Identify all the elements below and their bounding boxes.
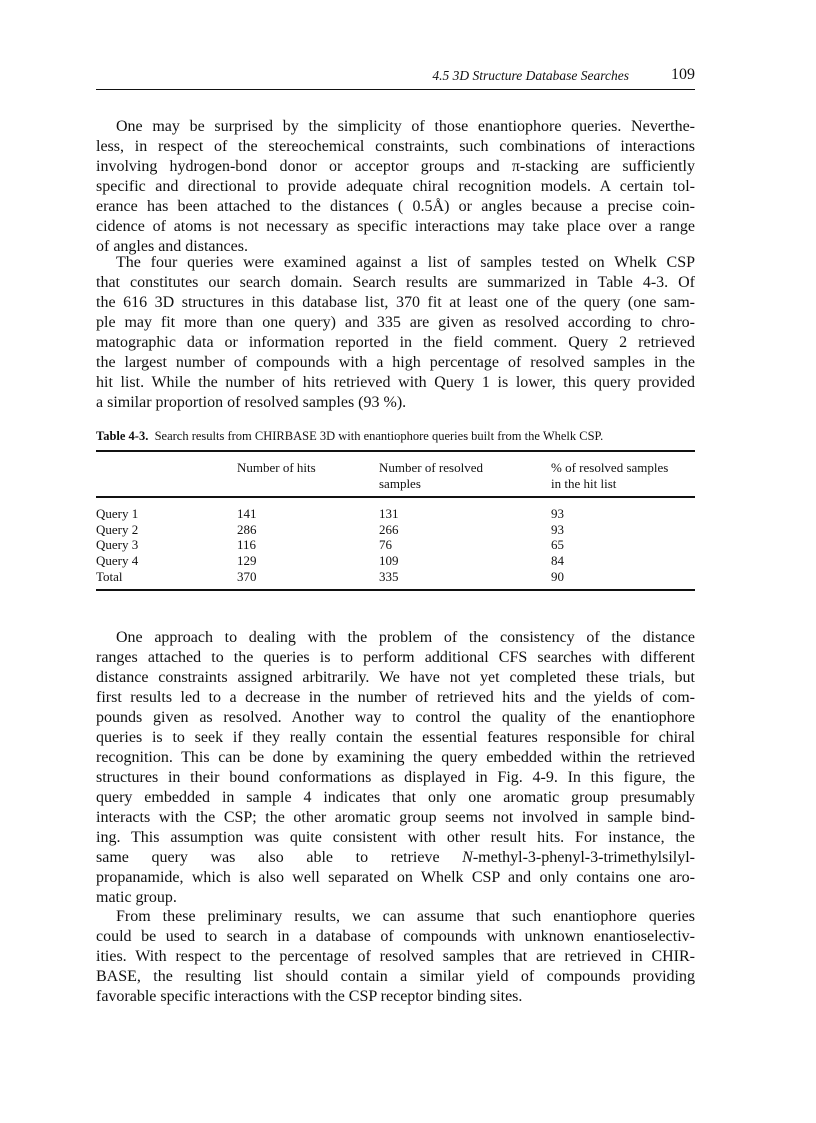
text-line: structures in their bound conformations as displayed in Fig. 4-9. In this figure, the	[96, 769, 695, 786]
table-caption-label: Table 4-3.	[96, 429, 149, 443]
text-line: queries is to seek if they really contain the essential features responsible for chiral	[96, 729, 695, 746]
table-cell: 141	[237, 506, 257, 521]
text-line: ing. This assumption was quite consistent with other result hits. For instance, the	[96, 829, 695, 846]
page-number: 109	[671, 66, 695, 83]
table-cell: 266	[379, 521, 399, 537]
text-line: One may be surprised by the simplicity of those enantiophore queries. Neverthe-	[116, 118, 695, 135]
text-line: hit list. While the number of hits retrieved with Query 1 is lower, this query provided	[96, 374, 695, 391]
text-line: distance constraints assigned arbitrarily. We have not yet completed these trials, but	[96, 669, 695, 686]
table-cell: 286	[237, 521, 257, 537]
table-cell: 76	[379, 537, 392, 553]
text-line: One approach to dealing with the problem of the consistency of the distance	[116, 629, 695, 646]
paragraph-3	[96, 628, 695, 908]
table-cell: 129	[237, 553, 257, 569]
table-bottom-rule	[96, 589, 695, 591]
text-line: interacts with the CSP; the other aromatic group seems not involved in sample bind-	[96, 809, 695, 826]
table-cell: 65	[551, 537, 564, 553]
text-line: ities. With respect to the percentage of resolved samples that are retrieved in CHIR-	[96, 948, 695, 965]
text-line: the 616 3D structures in this database list, 370 fit at least one of the query (one sam-	[96, 294, 695, 311]
table-cell: 131	[379, 506, 399, 521]
table-top-rule	[96, 450, 695, 452]
table-caption	[96, 429, 695, 444]
text-line: same query was also able to retrieve N-methyl-3-phenyl-3-trimethylsilyl-	[96, 849, 695, 866]
text-line: query embedded in sample 4 indicates that only one aromatic group presumably	[96, 789, 695, 806]
text-line: From these preliminary results, we can assume that such enantiophore queries	[116, 908, 695, 925]
text-line: a similar proportion of resolved samples (93 %).	[96, 394, 407, 411]
table-cell: 93	[551, 506, 564, 521]
table-cell: 370	[237, 568, 257, 584]
text-line: less, in respect of the stereochemical constraints, such combinations of interactions	[96, 138, 695, 155]
text-line: cidence of atoms is not necessary as specific interactions may take place over a range	[96, 218, 695, 235]
column-header: % of resolved samples	[551, 460, 669, 475]
column-header: Number of hits	[237, 460, 316, 475]
text-line: propanamide, which is also well separated on Whelk CSP and only contains one aro-	[96, 869, 695, 886]
paragraph-2	[96, 253, 695, 413]
text-line: that constitutes our search domain. Search results are summarized in Table 4-3. Of	[96, 274, 695, 291]
column-header: Number of resolved	[379, 460, 483, 475]
table-cell: 84	[551, 553, 564, 569]
column-header: in the hit list	[551, 476, 617, 491]
text-line: could be used to search in a database of compounds with unknown enantioselectiv-	[96, 928, 695, 945]
text-line: The four queries were examined against a list of samples tested on Whelk CSP	[116, 254, 695, 271]
text-line: erance has been attached to the distances ( 0.5Å) or angles because a precise coin-	[96, 198, 695, 215]
text-line: recognition. This can be done by examining the query embedded within the retrieved	[96, 749, 695, 766]
row-label: Query 1	[96, 506, 139, 521]
text-line: of angles and distances.	[96, 238, 248, 255]
row-label: Query 3	[96, 537, 139, 553]
text-line: specific and directional to provide adequate chiral recognition models. A certain tol-	[96, 178, 695, 195]
results-table	[96, 450, 695, 595]
text-line: pounds given as resolved. Another way to control the quality of the enantiophore	[96, 709, 695, 726]
table-header-rule	[96, 496, 695, 498]
text-line: ranges attached to the queries is to perform additional CFS searches with different	[96, 649, 695, 666]
table-cell: 116	[237, 537, 257, 553]
table-caption-text: Search results from CHIRBASE 3D with enantiophore queries built from the Whelk CSP.	[154, 429, 604, 443]
header-rule	[96, 89, 695, 90]
text-line: favorable specific interactions with the CSP receptor binding sites.	[96, 988, 523, 1005]
running-header	[96, 66, 695, 86]
text-line: matic group.	[96, 889, 177, 906]
table-cell: 93	[551, 521, 564, 537]
text-line: involving hydrogen-bond donor or acceptor groups and π-stacking are sufficiently	[96, 158, 695, 175]
section-title: 4.5 3D Structure Database Searches	[432, 68, 629, 83]
row-label: Total	[96, 568, 123, 584]
text-line: BASE, the resulting list should contain a similar yield of compounds providing	[96, 968, 695, 985]
table-cell: 90	[551, 568, 564, 584]
row-label: Query 4	[96, 553, 139, 569]
text-line: ple may fit more than one query) and 335 are given as resolved according to chro-	[96, 314, 695, 331]
text-line: matographic data or information reported in the field comment. Query 2 retrieved	[96, 334, 695, 351]
row-label: Query 2	[96, 521, 139, 537]
paragraph-1	[96, 117, 695, 257]
column-header: samples	[379, 476, 421, 491]
paragraph-4	[96, 907, 695, 1007]
text-line: first results led to a decrease in the number of retrieved hits and the yields of com-	[96, 689, 695, 706]
text-line: the largest number of compounds with a high percentage of resolved samples in the	[96, 354, 695, 371]
table-cell: 109	[379, 553, 399, 569]
table-cell: 335	[379, 568, 399, 584]
